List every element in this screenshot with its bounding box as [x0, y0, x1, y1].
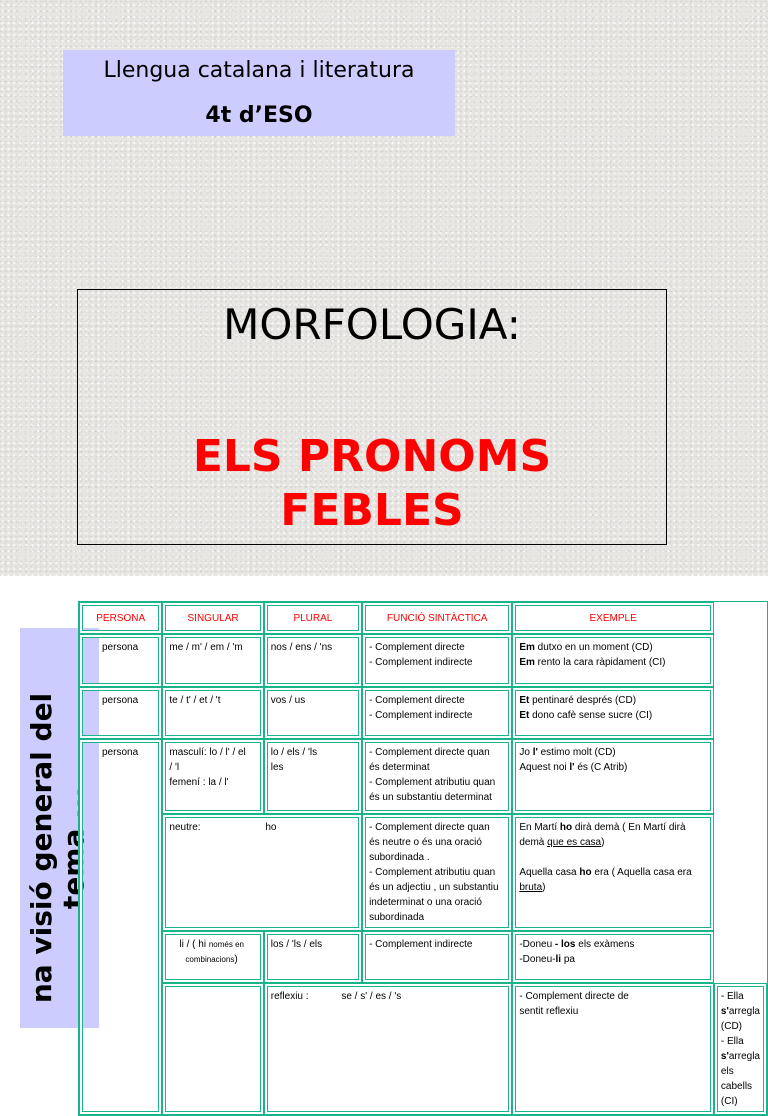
exemple-cell: En Martí ho dirà demà ( En Martí dirà demà que es casa) Aquella casa ho era ( Aquella casa era bruta) [512, 814, 714, 931]
singular-cell: me / m' / em / 'm [162, 634, 263, 687]
neutre-cell: neutre: ho [162, 814, 362, 931]
table-row [79, 814, 767, 931]
table-header-row [79, 602, 767, 634]
persona-cell: persona [79, 634, 162, 687]
header-plural: PLURAL [264, 602, 362, 634]
table-row [79, 687, 767, 739]
exemple-cell: - Ella s'arregla (CD) - Ella s'arregla els cabells (CI) [714, 983, 767, 1115]
plural-cell: lo / els / 'ls les [264, 739, 362, 814]
course-title: Llengua catalana i literatura [103, 58, 415, 83]
plural-cell: nos / ens / 'ns [264, 634, 362, 687]
exemple-cell: Et pentinaré després (CD) Et dono cafè sense sucre (CI) [512, 687, 714, 739]
side-label-line-2: tema ... [57, 786, 90, 910]
pronoun-table [78, 601, 768, 1116]
slide-heading: MORFOLOGIA: [223, 300, 521, 349]
title-box [77, 289, 667, 545]
exemple-cell: -Doneu - los els exàmens -Doneu-li pa [512, 931, 714, 983]
singular-cell: te / t' / et / 't [162, 687, 263, 739]
funcio-cell: - Complement directe quan és neutre o és una oració subordinada . - Complement atributiu quan és un adjectiu , un substantiu indeterminat o una oració subordinada [362, 814, 512, 931]
funcio-cell: - Complement directe de sentit reflexiu [512, 983, 714, 1115]
table-row [79, 739, 767, 814]
persona-cell-empty [162, 983, 263, 1115]
header-persona: PERSONA [79, 602, 162, 634]
plural-cell: los / 'ls / els [264, 931, 362, 983]
funcio-cell: - Complement indirecte [362, 931, 512, 983]
course-info-box [63, 50, 455, 136]
exemple-cell: Jo l' estimo molt (CD) Aquest noi l' és (C Atrib) [512, 739, 714, 814]
pronoun-table-slide [0, 576, 768, 1107]
table-row [79, 931, 767, 983]
header-funcio: FUNCIÓ SINTÀCTICA [362, 602, 512, 634]
funcio-cell: - Complement directe quan és determinat - Complement atributiu quan és un substantiu determinat [362, 739, 512, 814]
subheading-line-2: FEBLES [280, 485, 464, 536]
table-row [79, 634, 767, 687]
table-row [79, 983, 767, 1115]
funcio-cell: - Complement directe - Complement indirecte [362, 687, 512, 739]
singular-cell: masculí: lo / l' / el / 'l femení : la / l' [162, 739, 263, 814]
header-singular: SINGULAR [162, 602, 263, 634]
plural-cell: vos / us [264, 687, 362, 739]
singular-cell: li / ( hi només en combinacions) [162, 931, 263, 983]
subheading-line-1: ELS PRONOMS [192, 431, 552, 482]
exemple-cell: Em dutxo en un moment (CD) Em rento la cara ràpidament (CI) [512, 634, 714, 687]
side-label-line-1: na visió general del [25, 692, 58, 1004]
header-exemple: EXEMPLE [512, 602, 714, 634]
persona-cell: persona [79, 739, 162, 1115]
reflexiu-cell: reflexiu : se / s' / es / 's [264, 983, 513, 1115]
course-level: 4t d’ESO [205, 103, 313, 128]
persona-cell: persona [79, 687, 162, 739]
slide-subheading [78, 430, 666, 538]
funcio-cell: - Complement directe - Complement indirecte [362, 634, 512, 687]
